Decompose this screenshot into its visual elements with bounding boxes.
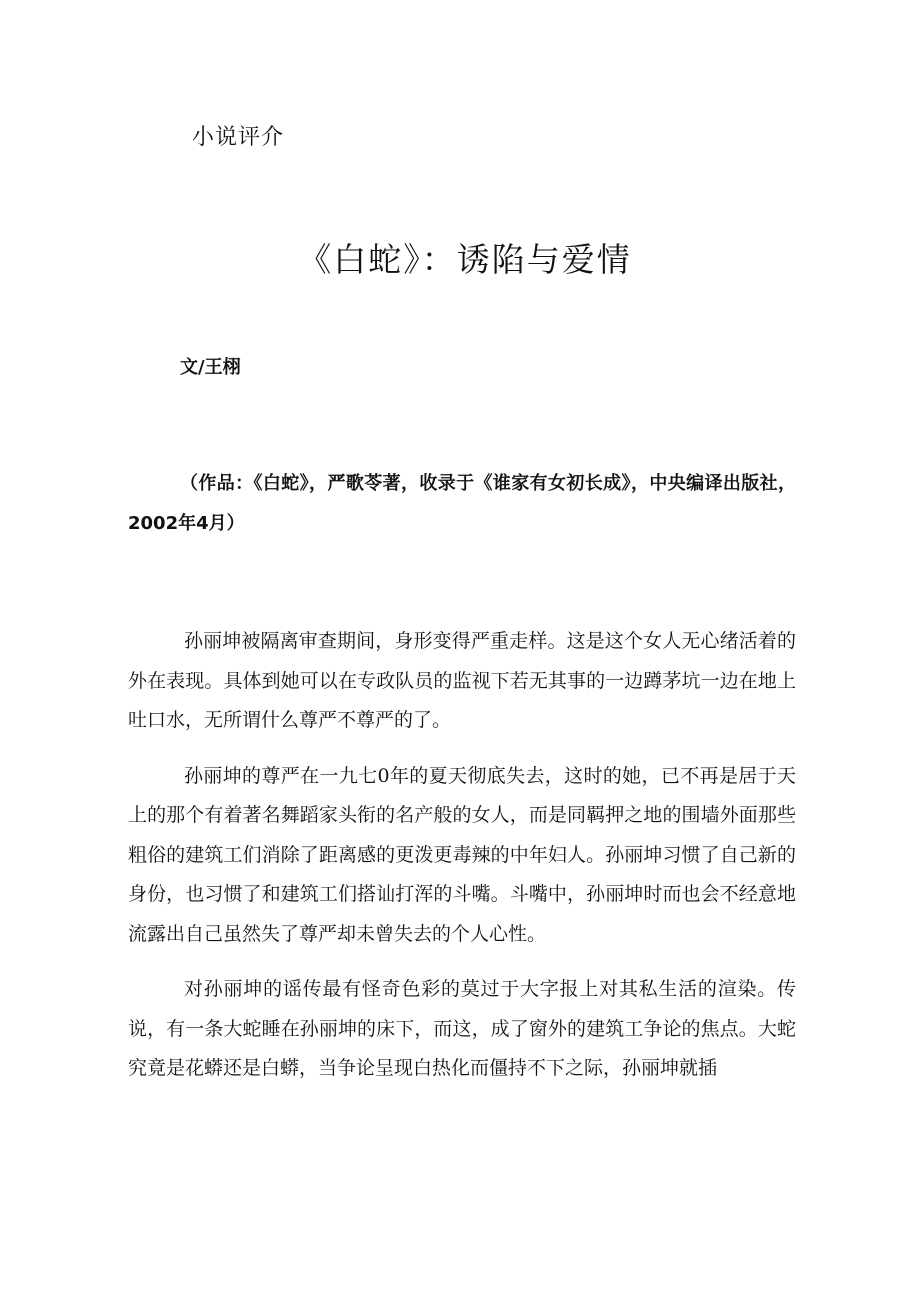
author-byline: 文/王栩 [180, 357, 241, 378]
article-body [128, 622, 796, 1105]
article-title: 《白蛇》：诱陷与爱情 [298, 240, 632, 279]
body-paragraph-2: 孙丽坤的尊严在一九七0年的夏天彻底失去，这时的她，已不再是居于天上的那个有着著名舞蹈家头衔的名产般的女人，而是同羁押之地的围墙外面那些粗俗的建筑工们消除了距离感的更泼更毒辣的中年妇人。孙丽坤习惯了自己新的身份，也习惯了和建筑工们搭讪打浑的斗嘴。斗嘴中，孙丽坤时而也会不经意地流露出自己虽然失了尊严却未曾失去的个人心性。 [128, 764, 796, 945]
category-label: 小说评介 [192, 125, 285, 150]
source-note: （作品：《白蛇》，严歌苓著，收录于《谁家有女初长成》，中央编译出版社，2002年4月） [128, 473, 796, 534]
body-paragraph-3: 对孙丽坤的谣传最有怪奇色彩的莫过于大字报上对其私生活的渲染。传说，有一条大蛇睡在孙丽坤的床下，而这，成了窗外的建筑工争论的焦点。大蛇究竟是花蟒还是白蟒，当争论呈现白热化而僵持不下之际，孙丽坤就插 [128, 978, 796, 1079]
body-paragraph-1: 孙丽坤被隔离审查期间，身形变得严重走样。这是这个女人无心绪活着的外在表现。具体到她可以在专政队员的监视下若无其事的一边蹲茅坑一边在地上吐口水，无所谓什么尊严不尊严的了。 [128, 630, 796, 731]
